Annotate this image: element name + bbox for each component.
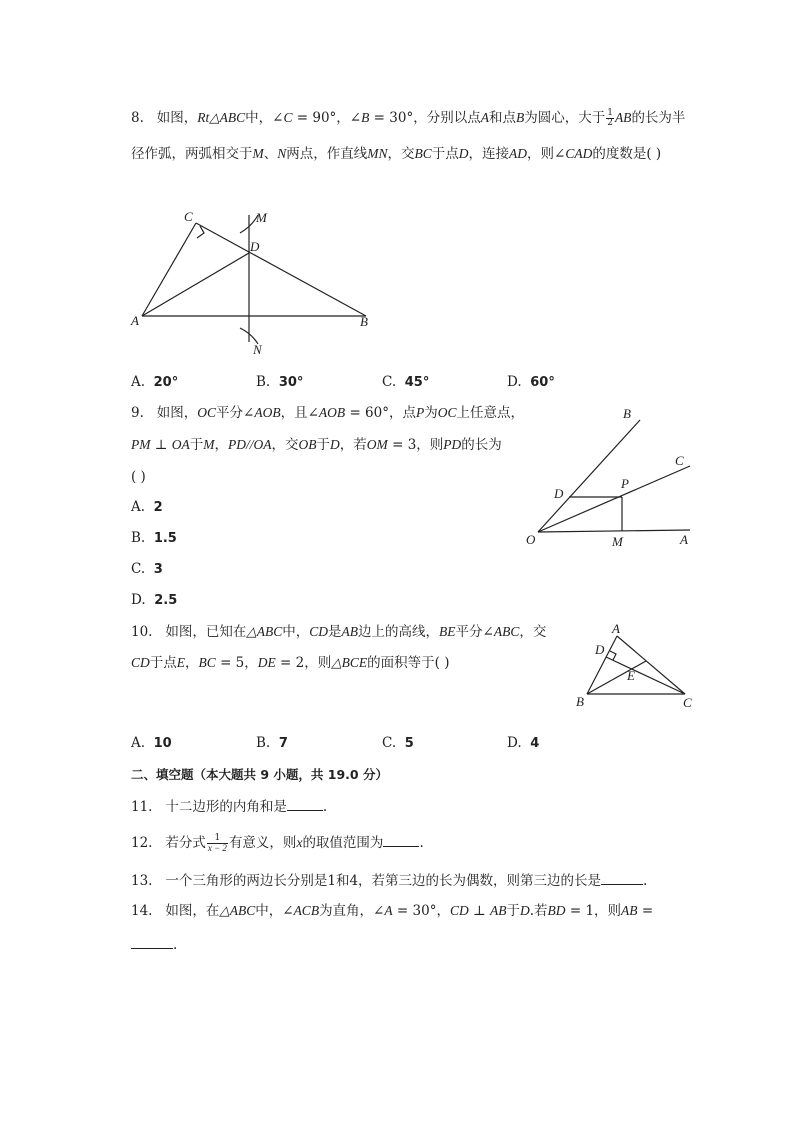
q12-end: . bbox=[419, 835, 424, 851]
q9-number: 9. bbox=[131, 405, 144, 421]
label-b: B bbox=[623, 406, 631, 421]
q8-text: 中，∠ bbox=[245, 110, 284, 126]
q10-cd: CD bbox=[309, 624, 329, 639]
q10-de: DE bbox=[257, 655, 276, 670]
q14-acb: ACB bbox=[293, 903, 320, 918]
q8-ab: AB bbox=[614, 110, 632, 125]
label-m: M bbox=[612, 534, 623, 549]
q9-pm: PM bbox=[131, 437, 151, 452]
label-d: D bbox=[250, 239, 260, 254]
q8-text: = 30°，分别以点 bbox=[369, 110, 481, 126]
q8-text: 和点 bbox=[488, 110, 516, 126]
answer-blank[interactable] bbox=[287, 796, 323, 811]
q8-text: ，连接 bbox=[468, 146, 510, 162]
q10-option-c[interactable] bbox=[382, 733, 414, 754]
q9-text: 的长为 bbox=[461, 437, 502, 453]
q10-option-d[interactable] bbox=[507, 733, 539, 754]
q9-aob: AOB bbox=[254, 405, 281, 420]
q9-p: P bbox=[415, 405, 425, 420]
q10-text: ， bbox=[185, 655, 199, 671]
q14-number: 14. bbox=[131, 903, 153, 919]
q9-text: 于 bbox=[316, 437, 331, 453]
q8-text: = 90°，∠ bbox=[292, 110, 362, 126]
q8-b: B bbox=[515, 110, 525, 125]
label-o: O bbox=[526, 532, 536, 547]
q10-number: 10. bbox=[131, 624, 153, 640]
q14-text: = 30°， bbox=[392, 903, 450, 919]
q9-paren: ( ) bbox=[131, 469, 146, 485]
section-heading: 二、填空题（本大题共 9 小题，共 19.0 分） bbox=[131, 767, 388, 782]
option-letter: A. bbox=[131, 499, 146, 515]
q14-text: ⊥ bbox=[468, 903, 490, 919]
option-letter: C. bbox=[382, 374, 397, 390]
label-b: B bbox=[360, 314, 368, 329]
q8-text: 的度数是( ) bbox=[592, 146, 662, 162]
q10-text: 平分∠ bbox=[455, 624, 494, 640]
q8-ad: AD bbox=[509, 146, 528, 161]
q8-b: B bbox=[361, 110, 370, 125]
q14-text: 于 bbox=[506, 903, 520, 919]
q10-option-a[interactable] bbox=[131, 733, 172, 754]
option-letter: C. bbox=[382, 735, 397, 751]
q8-text: 径作弧，两弧相交于 bbox=[131, 146, 253, 162]
q10-cd: CD bbox=[131, 655, 150, 670]
option-value: 45° bbox=[404, 375, 430, 390]
q12-fraction bbox=[207, 834, 228, 853]
q8-bc: BC bbox=[414, 146, 432, 161]
frac-num: 1 bbox=[607, 108, 613, 118]
q14-text: 为直角，∠ bbox=[319, 903, 385, 919]
q10-text: = 5， bbox=[215, 655, 258, 671]
label-c: C bbox=[184, 209, 193, 224]
q14-bd: BD bbox=[547, 903, 566, 918]
q14-text: = bbox=[637, 903, 654, 919]
q9-oc: OC bbox=[437, 405, 457, 420]
q9-text: = 3，则 bbox=[387, 437, 444, 453]
q8-text: 为圆心，大于 bbox=[524, 110, 606, 126]
q9-oc: OC bbox=[197, 405, 217, 420]
q14-text: .若 bbox=[529, 903, 548, 919]
option-value: 3 bbox=[153, 562, 163, 577]
label-c: C bbox=[675, 453, 684, 468]
q12-text: 的取值范围为 bbox=[302, 835, 384, 851]
q9-om: OM bbox=[366, 437, 388, 452]
q8-d: D bbox=[458, 146, 469, 161]
option-letter: D. bbox=[507, 374, 522, 390]
option-letter: B. bbox=[256, 374, 271, 390]
q9-d: D bbox=[330, 437, 340, 452]
segment-cd bbox=[606, 657, 685, 694]
q9-oa: OA bbox=[171, 437, 190, 452]
q9-text: ，且∠ bbox=[280, 405, 319, 421]
q8-text: 于点 bbox=[431, 146, 459, 162]
q10-ab: AB bbox=[341, 624, 359, 639]
label-e: E bbox=[627, 668, 635, 683]
q11-text: 十二边形的内角和是 bbox=[165, 799, 287, 815]
q9-text: 于 bbox=[189, 437, 204, 453]
label-d: D bbox=[595, 642, 605, 657]
q13-end: . bbox=[643, 873, 648, 889]
q9-text: 平分∠ bbox=[216, 405, 255, 421]
q10-text: = 2，则 bbox=[275, 655, 332, 671]
frac-den: x − 2 bbox=[207, 843, 227, 853]
label-c: C bbox=[683, 695, 692, 710]
q9-text: 为 bbox=[424, 405, 438, 421]
q8-c: C bbox=[283, 110, 293, 125]
q9-text: = 60°，点 bbox=[345, 405, 416, 421]
segment-ac bbox=[617, 636, 685, 694]
q9-pd: PD bbox=[443, 437, 462, 452]
q10-option-b[interactable] bbox=[256, 733, 288, 754]
q14-a: A bbox=[384, 903, 393, 918]
answer-blank[interactable] bbox=[131, 934, 173, 949]
option-value: 60° bbox=[530, 375, 555, 390]
option-letter: C. bbox=[131, 561, 146, 577]
q14-text: 如图，在 bbox=[165, 903, 220, 919]
q10-e: E bbox=[176, 655, 186, 670]
q10-bc: BC bbox=[198, 655, 216, 670]
q12 bbox=[131, 832, 424, 853]
option-value: 1.5 bbox=[153, 531, 177, 546]
q10-text: 于点 bbox=[149, 655, 177, 671]
q10-bce: △BCE bbox=[331, 655, 368, 670]
q11 bbox=[131, 796, 327, 817]
q8-a: A bbox=[480, 110, 489, 125]
q10-text: ，交 bbox=[519, 624, 547, 640]
option-value: 20° bbox=[153, 375, 179, 390]
frac-den: 2 bbox=[607, 118, 613, 128]
label-d: D bbox=[554, 486, 564, 501]
q9-m: M bbox=[203, 437, 215, 452]
q14-line1 bbox=[131, 901, 653, 921]
q9-text: ， bbox=[214, 437, 229, 453]
option-letter: A. bbox=[131, 374, 146, 390]
q14-cd: CD bbox=[449, 903, 469, 918]
q10-text: 如图，已知在 bbox=[165, 624, 247, 640]
q14-d: D bbox=[520, 903, 530, 918]
q9-text: 如图， bbox=[156, 405, 198, 421]
label-m: M bbox=[256, 210, 267, 225]
q10-be: BE bbox=[439, 624, 456, 639]
q9-text: 上任意点， bbox=[456, 405, 524, 421]
q8-text: 两点，作直线 bbox=[286, 146, 368, 162]
option-value: 30° bbox=[278, 375, 304, 390]
q9-text: ⊥ bbox=[150, 437, 172, 453]
q9-aob: AOB bbox=[318, 405, 346, 420]
q8-text: ，交 bbox=[387, 146, 415, 162]
q8-text: 如图， bbox=[156, 110, 198, 126]
q8-text: 的长为半 bbox=[631, 110, 686, 126]
q10-abc: ABC bbox=[493, 624, 520, 639]
q8-text: ，则∠ bbox=[527, 146, 566, 162]
q9-par: // bbox=[246, 437, 254, 452]
q12-text: 若分式 bbox=[165, 835, 206, 851]
q8-m: M bbox=[252, 146, 264, 161]
label-a: A bbox=[612, 621, 620, 636]
q8-text: 、 bbox=[263, 146, 278, 162]
q9-text: ，若 bbox=[339, 437, 367, 453]
q14-end: . bbox=[173, 937, 178, 953]
q8-number: 8. bbox=[131, 110, 144, 126]
option-value: 2 bbox=[153, 500, 163, 515]
frac-num: 1 bbox=[207, 834, 228, 844]
q8-n: N bbox=[277, 146, 287, 161]
option-letter: A. bbox=[131, 735, 146, 751]
q13-text: 一个三角形的两边长分别是1和4，若第三边的长为偶数，则第三边的长是 bbox=[165, 873, 602, 889]
option-value: 5 bbox=[404, 736, 414, 751]
q14-line2 bbox=[131, 934, 177, 955]
q12-x: x bbox=[296, 835, 303, 850]
q10-text: 中， bbox=[282, 624, 310, 640]
q14-ab: AB bbox=[490, 903, 507, 918]
q11-number: 11. bbox=[131, 799, 153, 815]
q9-oa: OA bbox=[253, 437, 272, 452]
q9-ob: OB bbox=[298, 437, 317, 452]
label-a: A bbox=[680, 532, 688, 547]
q13-number: 13. bbox=[131, 873, 153, 889]
q10-text: 边上的高线， bbox=[358, 624, 440, 640]
q10-text: 的面积等于( ) bbox=[367, 655, 450, 671]
option-value: 7 bbox=[278, 736, 288, 751]
option-letter: B. bbox=[131, 530, 146, 546]
q12-text: 有意义，则 bbox=[228, 835, 297, 851]
label-b: B bbox=[576, 694, 584, 709]
option-value: 2.5 bbox=[154, 593, 178, 608]
option-letter: D. bbox=[131, 592, 146, 608]
q8-tri: △ABC bbox=[209, 110, 246, 125]
q8-mn: MN bbox=[367, 146, 388, 161]
q14-ab: AB bbox=[621, 903, 638, 918]
q14-abc: △ABC bbox=[219, 903, 256, 918]
option-letter: B. bbox=[256, 735, 271, 751]
label-n: N bbox=[253, 342, 262, 357]
q9-pd: PD bbox=[228, 437, 247, 452]
q10-text: 是 bbox=[328, 624, 342, 640]
label-a: A bbox=[131, 313, 139, 328]
q11-end: . bbox=[322, 799, 328, 815]
q10-abc: △ABC bbox=[246, 624, 283, 639]
option-value: 4 bbox=[530, 736, 540, 751]
option-letter: D. bbox=[507, 735, 522, 751]
q8-cad: CAD bbox=[565, 146, 593, 161]
q9-text: ，交 bbox=[271, 437, 299, 453]
q13 bbox=[131, 870, 647, 891]
q12-number: 12. bbox=[131, 835, 153, 851]
option-value: 10 bbox=[153, 736, 172, 751]
answer-blank[interactable] bbox=[383, 832, 419, 847]
q14-text: 中，∠ bbox=[255, 903, 294, 919]
answer-blank[interactable] bbox=[601, 870, 643, 885]
q14-text: = 1，则 bbox=[565, 903, 622, 919]
q8-rt: Rt bbox=[197, 110, 210, 125]
label-p: P bbox=[621, 476, 629, 491]
